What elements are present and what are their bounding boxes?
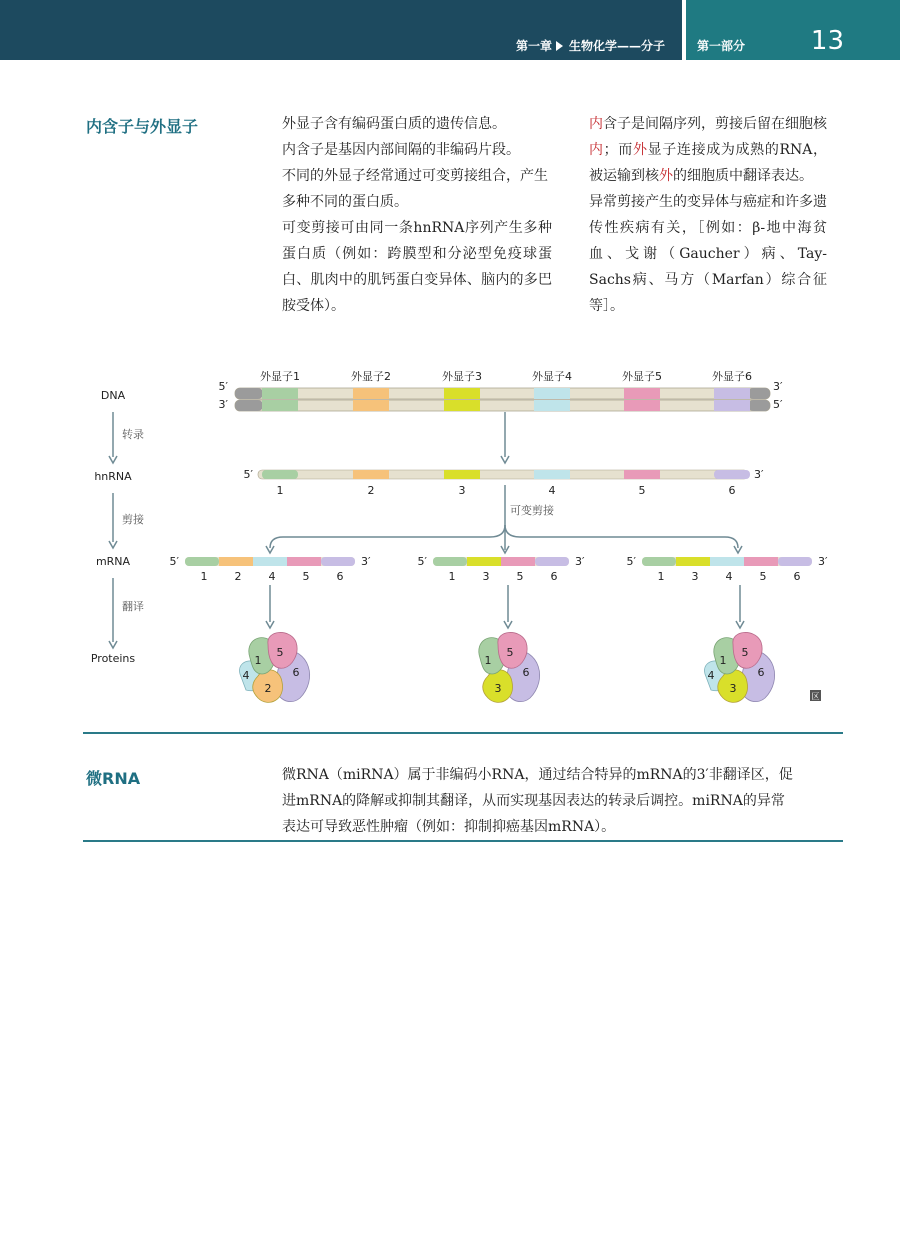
- dna-5prime-label: 5′: [773, 398, 783, 411]
- highlight-char: 外: [659, 168, 673, 184]
- mrna-exon: [535, 557, 569, 566]
- protein-domain-label: 1: [254, 654, 262, 667]
- exon-number: 1: [276, 484, 284, 497]
- row-label-proteins: Proteins: [90, 652, 136, 665]
- exon-label: 外显子1: [260, 370, 300, 383]
- protein-domain-label: 3: [494, 682, 502, 695]
- protein-domain-label: 6: [292, 666, 300, 679]
- exon-label: 外显子6: [712, 370, 752, 383]
- row-label-hnrna: hnRNA: [94, 470, 132, 483]
- exon-number: 4: [548, 484, 556, 497]
- dna-flank: [748, 400, 770, 411]
- dna-flank: [748, 388, 770, 399]
- hnrna-5prime-label: 5′: [243, 468, 253, 481]
- flow-arrow-head: [109, 541, 117, 548]
- dna-exon: [714, 400, 750, 411]
- exon-label: 外显子4: [532, 370, 572, 383]
- mrna-exon-number: 6: [336, 570, 344, 583]
- protein-domain-label: 5: [276, 646, 284, 659]
- hnrna-exon: [624, 470, 660, 479]
- section-title-introns-exons: 内含子与外显子: [86, 117, 199, 136]
- mrna-exon-number: 5: [302, 570, 310, 583]
- mrna-exon: [253, 557, 287, 566]
- dna-exon: [624, 388, 660, 399]
- part-label: 第一部分: [697, 39, 746, 53]
- mrna-exon-number: 1: [200, 570, 208, 583]
- flow-arrow-head: [501, 456, 509, 463]
- intro-column-left: [282, 111, 552, 319]
- branch-line: [505, 525, 738, 548]
- dna-exon: [353, 400, 389, 411]
- row-label-dna: DNA: [100, 389, 126, 402]
- mrna-exon: [501, 557, 535, 566]
- text-line: 表达可导致恶性肿瘤（例如：抑制抑癌基因mRNA）。: [282, 819, 616, 835]
- mrna-3prime-label: 3′: [575, 555, 585, 568]
- protein-domain-label: 1: [484, 654, 492, 667]
- mrna-exon: [219, 557, 253, 566]
- flow-arrow-head: [109, 456, 117, 463]
- mrna-exon-number: 3: [482, 570, 490, 583]
- section-divider: [83, 840, 843, 842]
- paragraph: 外显子含有编码蛋白质的遗传信息。: [282, 116, 506, 132]
- branch-line: [270, 525, 505, 548]
- mrna-5prime-label: 5′: [169, 555, 179, 568]
- mirna-paragraph: [282, 762, 842, 840]
- mrna-5prime-label: 5′: [417, 555, 427, 568]
- mrna-exon-number: 3: [691, 570, 699, 583]
- exon-number: 5: [638, 484, 646, 497]
- paragraph: 不同的外显子经常通过可变剪接组合，产生多种不同的蛋白质。: [282, 168, 548, 210]
- translation-arrow-head: [504, 621, 512, 628]
- exon-number: 2: [367, 484, 375, 497]
- dna-exon: [714, 388, 750, 399]
- dna-5prime-label: 5′: [218, 380, 228, 393]
- highlight-char: 外: [632, 142, 648, 158]
- mrna-exon: [778, 557, 812, 566]
- hnrna-exon: [444, 470, 480, 479]
- text-line: 微RNA（miRNA）属于非编码小RNA，通过结合特异的mRNA的3′非翻译区，促: [282, 767, 793, 783]
- section-divider: [83, 732, 843, 734]
- protein-domain-label: 1: [719, 654, 727, 667]
- dna-strand: [235, 388, 770, 399]
- dna-exon: [534, 400, 570, 411]
- hnrna-3prime-label: 3′: [754, 468, 764, 481]
- hnrna-exon: [714, 470, 750, 479]
- paragraph: 内含子是基因内部间隔的非编码片段。: [282, 142, 520, 158]
- highlight-char: 内: [589, 142, 604, 158]
- mrna-exon-number: 5: [516, 570, 524, 583]
- mrna-exon: [642, 557, 676, 566]
- mrna-exon: [321, 557, 355, 566]
- step-label-transcription: 转录: [122, 428, 144, 441]
- mrna-exon: [467, 557, 501, 566]
- mrna-5prime-label: 5′: [626, 555, 636, 568]
- protein-domain-label: 2: [264, 682, 272, 695]
- protein-domain-label: 3: [729, 682, 737, 695]
- paragraph: 可变剪接可由同一条hnRNA序列产生多种蛋白质（例如：跨膜型和分泌型免疫球蛋白、肌肉中的肌钙蛋白变异体、脑内的多巴胺受体）。: [282, 220, 552, 314]
- mrna-exon: [287, 557, 321, 566]
- dna-exon: [534, 388, 570, 399]
- dna-exon: [262, 400, 298, 411]
- text-run: 显子连接成为成熟的RNA，被运输到核: [589, 142, 828, 184]
- flow-arrow-head: [109, 641, 117, 648]
- translation-arrow-head: [266, 621, 274, 628]
- hnrna-exon: [353, 470, 389, 479]
- mrna-exon: [710, 557, 744, 566]
- dna-3prime-label: 3′: [218, 398, 228, 411]
- protein-domain-label: 5: [506, 646, 514, 659]
- hnrna-strand: [258, 470, 748, 479]
- highlight-char: 内: [589, 116, 603, 132]
- chapter-label: 第一章: [515, 39, 552, 53]
- dna-exon: [353, 388, 389, 399]
- mrna-3prime-label: 3′: [361, 555, 371, 568]
- page-number: 13: [810, 26, 844, 56]
- paragraph: [589, 111, 827, 189]
- protein-domain-label: 6: [757, 666, 765, 679]
- breadcrumb-arrow-icon: [556, 41, 563, 51]
- dna-exon: [444, 400, 480, 411]
- hnrna-exon: [262, 470, 298, 479]
- step-label-splicing: 剪接: [122, 513, 144, 526]
- exon-number: 3: [458, 484, 466, 497]
- mrna-exon-number: 6: [550, 570, 558, 583]
- mrna-exon-number: 6: [793, 570, 801, 583]
- exon-label: 外显子5: [622, 370, 662, 383]
- dna-flank: [235, 400, 263, 411]
- mrna-exon: [676, 557, 710, 566]
- text-line: 进mRNA的降解或抑制其翻译，从而实现基因表达的转录后调控。miRNA的异常: [282, 793, 785, 809]
- dna-flank: [235, 388, 263, 399]
- protein-domain-label: 4: [707, 669, 715, 682]
- mrna-exon-number: 5: [759, 570, 767, 583]
- dna-exon: [262, 388, 298, 399]
- splicing-diagram: [0, 360, 900, 710]
- chapter-breadcrumb: [516, 37, 665, 54]
- protein-domain-label: 6: [522, 666, 530, 679]
- text-run: ；而: [603, 142, 633, 158]
- row-label-mrna: mRNA: [95, 555, 131, 568]
- protein-domain-label: 4: [242, 669, 250, 682]
- mrna-3prime-label: 3′: [818, 555, 828, 568]
- mrna-exon-number: 2: [234, 570, 242, 583]
- exon-label: 外显子2: [351, 370, 391, 383]
- mrna-exon-number: 4: [725, 570, 733, 583]
- mrna-exon-number: 1: [448, 570, 456, 583]
- mrna-exon-number: 1: [657, 570, 665, 583]
- mrna-exon: [433, 557, 467, 566]
- corner-mark-label: 区: [811, 692, 820, 701]
- exon-label: 外显子3: [442, 370, 482, 383]
- mrna-exon: [185, 557, 219, 566]
- mrna-exon: [744, 557, 778, 566]
- exon-number: 6: [728, 484, 736, 497]
- dna-strand: [235, 400, 770, 411]
- section-title-mirna: 微RNA: [86, 769, 141, 788]
- page-header: [0, 0, 900, 60]
- text-run: 含子是间隔序列，剪接后留在细胞核: [603, 116, 827, 132]
- dna-3prime-label: 3′: [773, 380, 783, 393]
- alt-splicing-label: 可变剪接: [510, 504, 554, 517]
- dna-exon: [624, 400, 660, 411]
- protein-domain-label: 5: [741, 646, 749, 659]
- translation-arrow-head: [736, 621, 744, 628]
- mrna-exon-number: 4: [268, 570, 276, 583]
- intro-column-right: [589, 111, 827, 319]
- dna-exon: [444, 388, 480, 399]
- section-label: 生物化学——分子: [568, 39, 665, 53]
- step-label-translation: 翻译: [122, 600, 144, 613]
- hnrna-exon: [534, 470, 570, 479]
- paragraph: 异常剪接产生的变异体与癌症和许多遗传性疾病有关，［例如：β-地中海贫血、戈谢（Gaucher）病、Tay-Sachs病、马方（Marfan）综合征等］。: [589, 194, 827, 314]
- text-run: 的细胞质中翻译表达。: [673, 168, 813, 184]
